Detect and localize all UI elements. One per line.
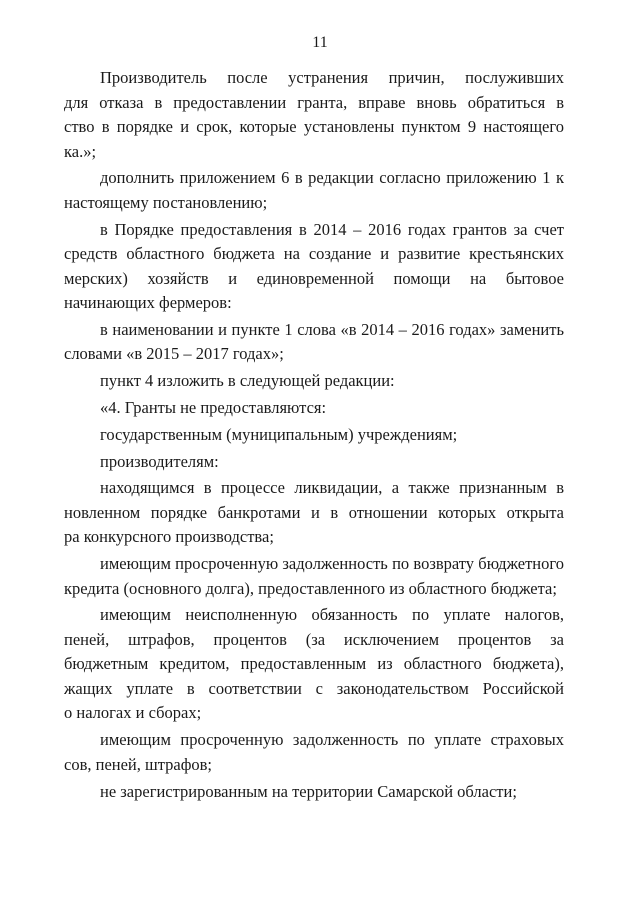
text-line: новленном порядке банкротами и в отношении которых открыта <box>64 502 564 522</box>
text-line: пункт 4 изложить в следующей редакции: <box>100 371 395 391</box>
text-line: в наименовании и пункте 1 слова «в 2014 – 2016 годах» заменить <box>100 319 564 339</box>
text-line: средств областного бюджета на создание и развитие крестьянских <box>64 244 564 264</box>
text-line: Производитель после устранения причин, послуживших <box>100 68 564 87</box>
text-line: для отказа в предоставлении гранта, вправе вновь обратиться в <box>64 92 564 112</box>
text-line: пеней, штрафов, процентов (за исключением процентов за <box>64 629 564 649</box>
text-line: ра конкурсного производства; <box>64 527 274 547</box>
text-line: кредита (основного долга), предоставленного из областного бюджета; <box>64 578 557 598</box>
text-line: не зарегистрированным на территории Самарской области; <box>100 781 517 801</box>
text-line: производителям: <box>100 451 219 471</box>
page-number: 11 <box>312 34 328 51</box>
text-line: ка.»; <box>64 141 97 161</box>
text-line: о налогах и сборах; <box>64 703 202 723</box>
text-line: имеющим просроченную задолженность по возврату бюджетного <box>100 554 564 574</box>
text-line: в Порядке предоставления в 2014 – 2016 годах грантов за счет <box>100 219 564 239</box>
text-line: государственным (муниципальным) учреждениям; <box>100 424 458 444</box>
text-line: жащих уплате в соответствии с законодательством Российской <box>64 678 564 698</box>
text-line: дополнить приложением 6 в редакции согласно приложению 1 к <box>100 168 564 188</box>
text-line: имеющим просроченную задолженность по уплате страховых <box>100 730 564 750</box>
text-line: начинающих фермеров: <box>64 293 232 313</box>
text-line: находящимся в процессе ликвидации, а также признанным в <box>100 478 564 498</box>
text-line: имеющим неисполненную обязанность по уплате налогов, <box>100 605 564 625</box>
text-line: бюджетным кредитом, предоставленным из областного бюджета), <box>64 654 564 674</box>
document-body <box>64 66 564 804</box>
text-line: «4. Гранты не предоставляются: <box>100 397 327 417</box>
text-line: словами «в 2015 – 2017 годах»; <box>64 344 284 364</box>
text-line: мерских) хозяйств и единовременной помощи на бытовое <box>64 268 564 288</box>
text-line: настоящему постановлению; <box>64 192 268 212</box>
text-line: сов, пеней, штрафов; <box>64 754 213 774</box>
text-line: ство в порядке и срок, которые установлены пунктом 9 настоящего <box>64 117 564 136</box>
